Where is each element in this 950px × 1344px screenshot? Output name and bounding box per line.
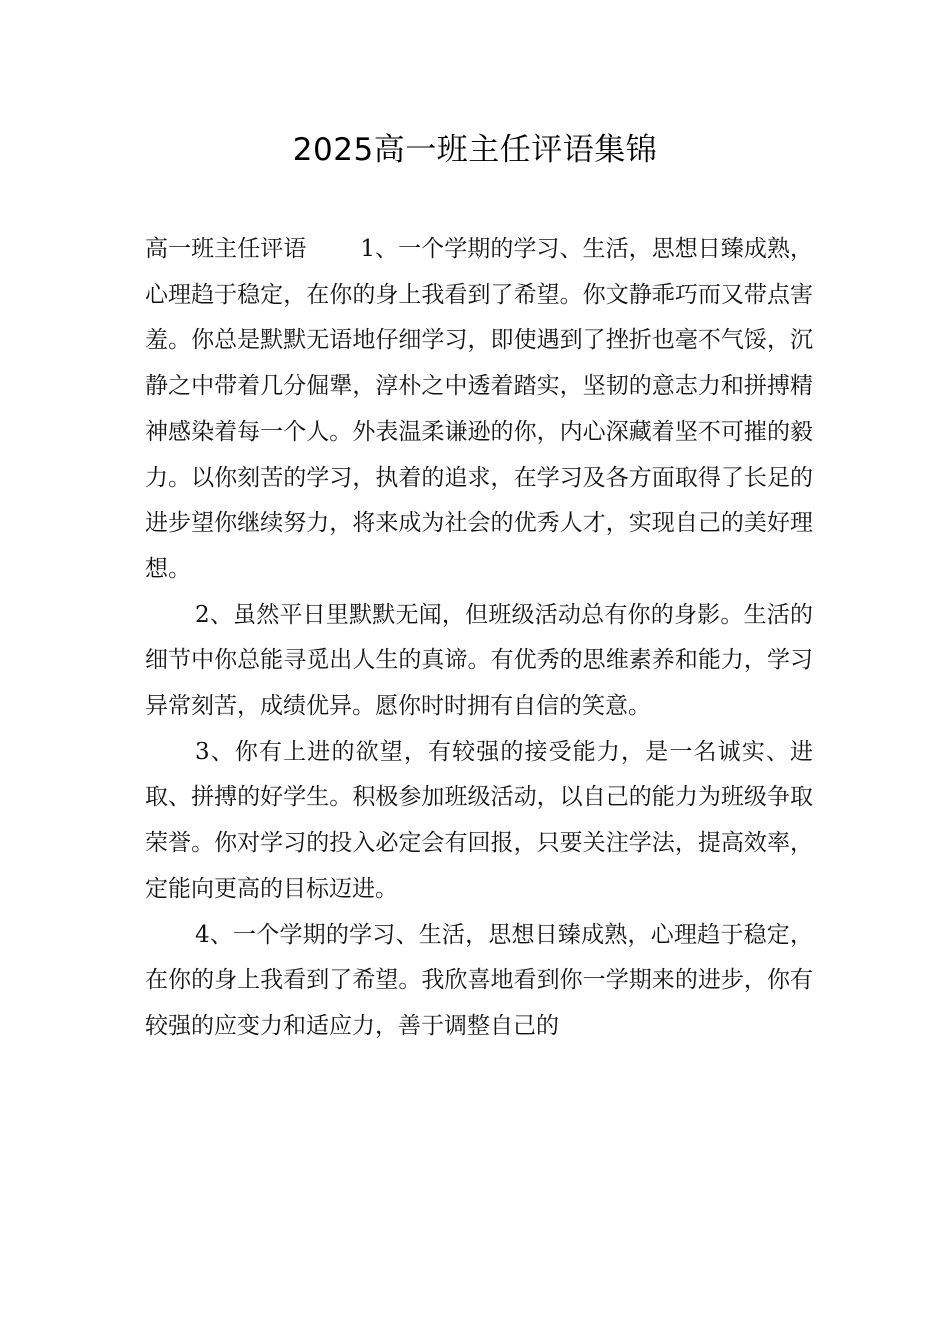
document-title: 2025高一班主任评语集锦 [292, 132, 658, 168]
intro-label: 高一班主任评语 [145, 236, 307, 262]
paragraph-3: 3、你有上进的欲望，有较强的接受能力，是一名诚实、进取、拼搏的好学生。积极参加班级活动，以自己的能力为班级争取荣誉。你对学习的投入必定会有回报，只要关注学法，提高效率，定能向更高的目标迈进。 [145, 738, 813, 902]
paragraph-1-text: 1、一个学期的学习、生活，思想日臻成熟，心理趋于稳定，在你的身上我看到了希望。你文静乖巧而又带点害羞。你总是默默无语地仔细学习，即使遇到了挫折也毫不气馁，沉静之中带着几分倔犟，淳朴之中透着踏实，坚韧的意志力和拼搏精神感染着每一个人。外表温柔谦逊的你，内心深藏着坚不可摧的毅力。以你刻苦的学习，执着的追求，在学习及各方面取得了长足的进步望你继续努力，将来成为社会的优秀人才，实现自己的美好理想。 [145, 236, 814, 582]
paragraph-2: 2、虽然平日里默默无闻，但班级活动总有你的身影。生活的细节中你总能寻觅出人生的真谛。有优秀的思维素养和能力，学习异常刻苦，成绩优异。愿你时时拥有自信的笑意。 [145, 601, 813, 720]
document-body [145, 227, 813, 1050]
paragraph-4: 4、一个学期的学习、生活，思想日臻成熟，心理趋于稳定，在你的身上我看到了希望。我欣喜地看到你一学期来的进步，你有较强的应变力和适应力，善于调整自己的 [145, 921, 813, 1039]
paragraph-1 [145, 227, 813, 593]
